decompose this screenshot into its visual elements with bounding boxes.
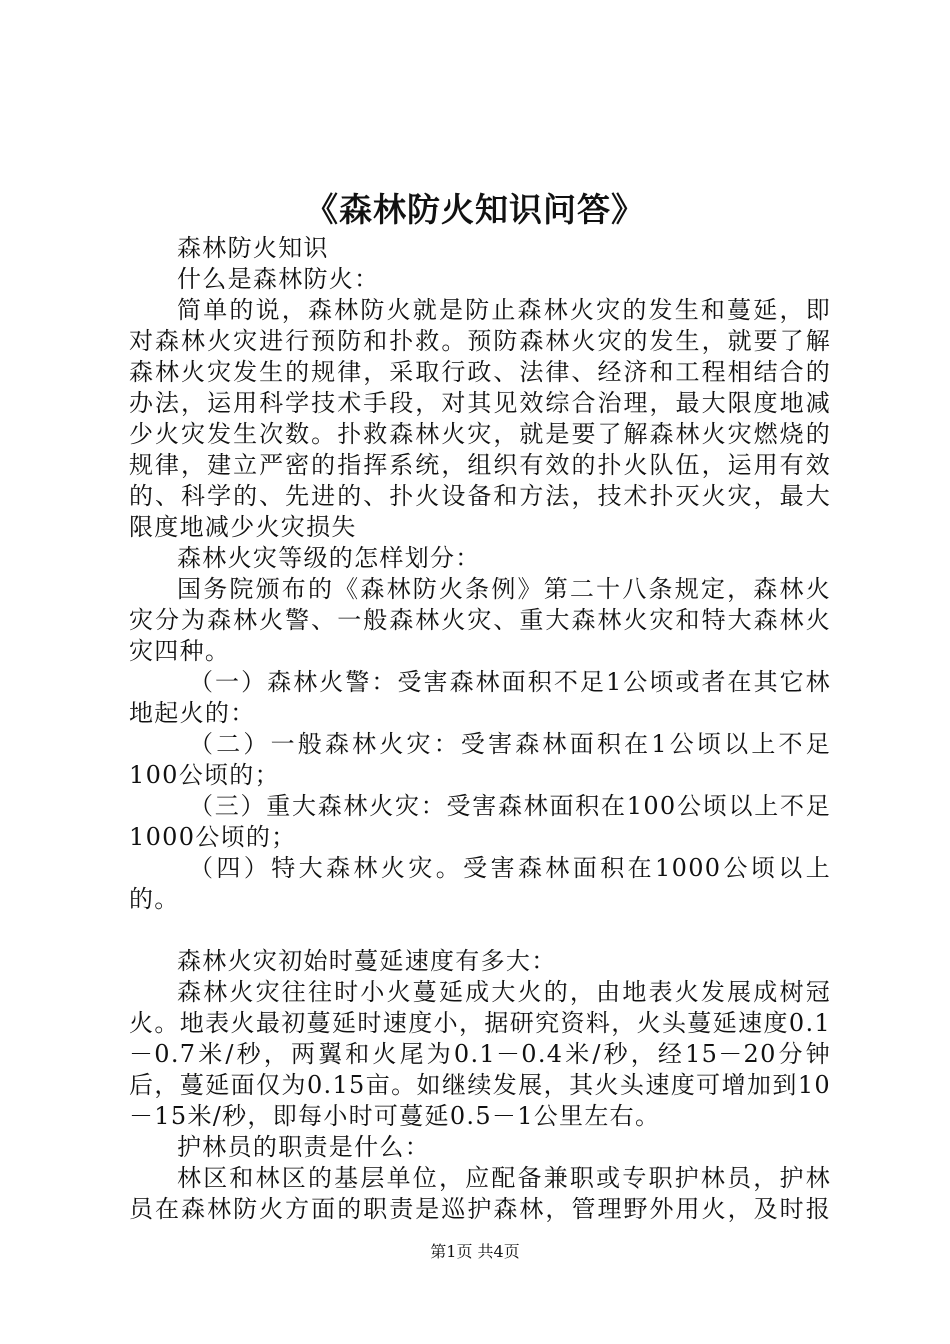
page-footer: 第1页 共4页	[430, 1242, 520, 1261]
list-item: （一）森林火警：受害森林面积不足1公顷或者在其它林地起火的：	[129, 668, 831, 727]
list-item: （四）特大森林火灾。受害森林面积在1000公顷以上的。	[129, 854, 831, 913]
list-item: （二）一般森林火灾：受害森林面积在1公顷以上不足100公顷的；	[129, 730, 831, 789]
answer-paragraph: 林区和林区的基层单位，应配备兼职或专职护林员，护林员在森林防火方面的职责是巡护森林，管理野外用火，及时报	[129, 1164, 831, 1223]
section-heading: 森林防火知识	[177, 234, 329, 262]
question-heading: 什么是森林防火：	[177, 265, 380, 293]
question-heading: 护林员的职责是什么：	[177, 1133, 430, 1161]
list-item: （三）重大森林火灾：受害森林面积在100公顷以上不足1000公顷的；	[129, 792, 831, 851]
answer-paragraph: 国务院颁布的《森林防火条例》第二十八条规定，森林火灾分为森林火警、一般森林火灾、重大森林火灾和特大森林火灾四种。	[129, 575, 831, 665]
question-heading: 森林火灾等级的怎样划分：	[177, 544, 481, 572]
answer-paragraph: 森林火灾往往时小火蔓延成大火的，由地表火发展成树冠火。地表火最初蔓延时速度小，据研究资料，火头蔓延速度0.1－0.7米/秒，两翼和火尾为0.1－0.4米/秒，经15－20分钟后，蔓延面仅为0.15亩。如继续发展，其火头速度可增加到10－15米/秒，即每小时可蔓延0.5－1公里左右。	[129, 978, 831, 1130]
document-title: 《森林防火知识问答》	[305, 190, 645, 229]
blank-line	[129, 915, 831, 946]
answer-paragraph: 简单的说，森林防火就是防止森林火灾的发生和蔓延，即对森林火灾进行预防和扑救。预防森林火灾的发生，就要了解森林火灾发生的规律，采取行政、法律、经济和工程相结合的办法，运用科学技术手段，对其见效综合治理，最大限度地减少火灾发生次数。扑救森林火灾，就是要了解森林火灾燃烧的规律，建立严密的指挥系统，组织有效的扑火队伍，运用有效的、科学的、先进的、扑火设备和方法，技术扑灭火灾，最大限度地减少火灾损失	[129, 296, 831, 541]
question-heading: 森林火灾初始时蔓延速度有多大：	[177, 947, 557, 975]
document-body	[129, 233, 831, 1225]
